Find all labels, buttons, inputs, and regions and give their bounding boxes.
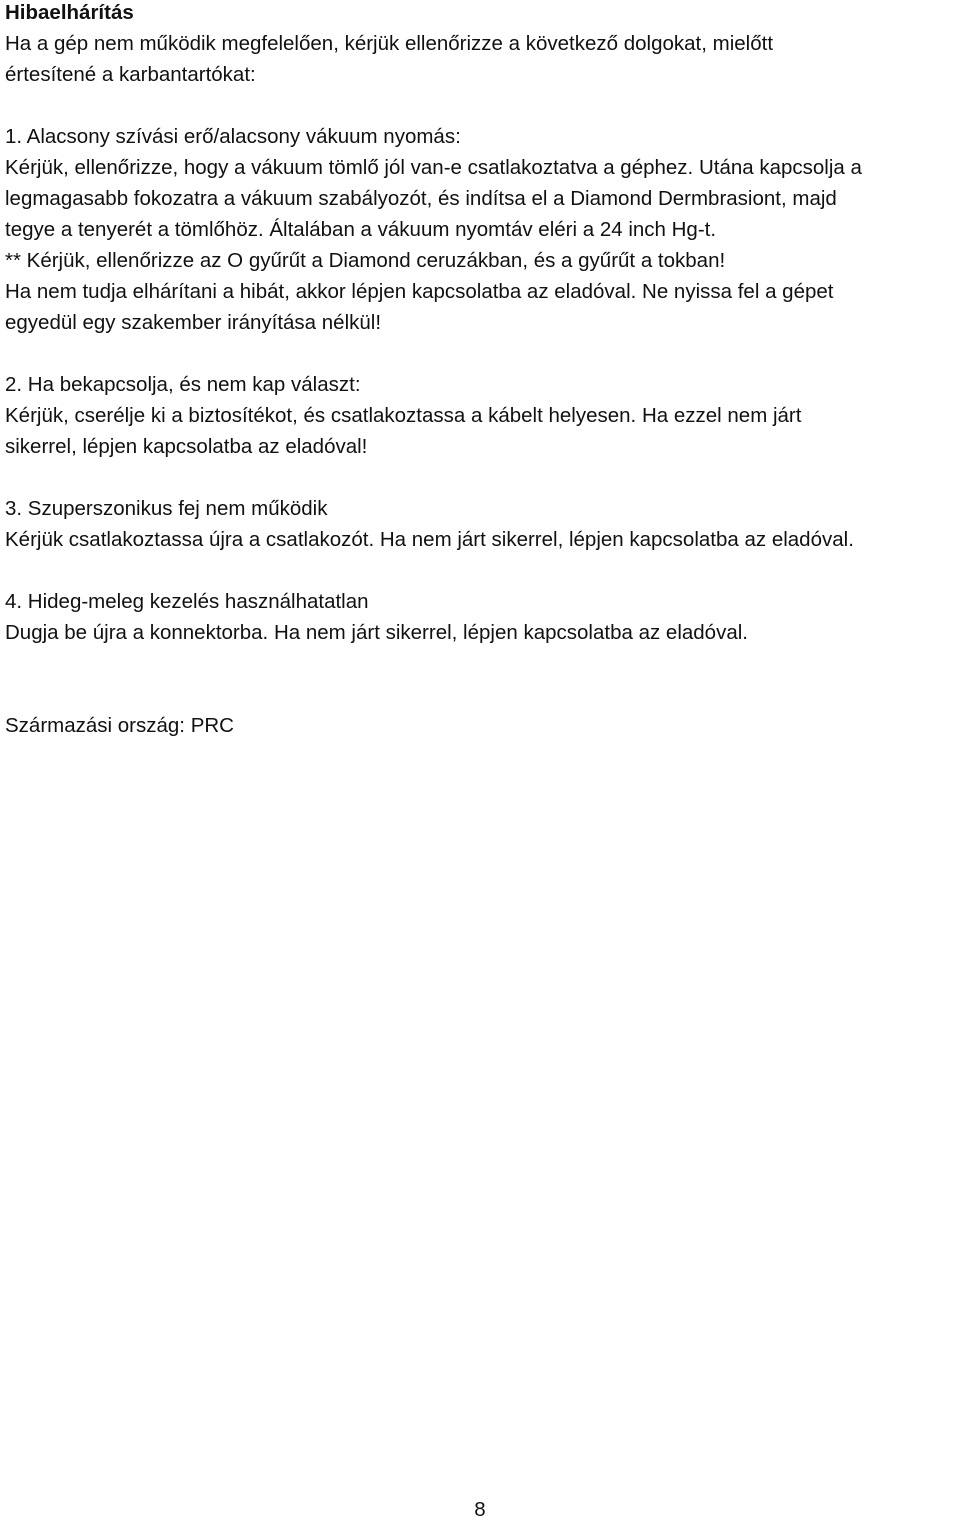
section-line: ** Kérjük, ellenőrizze az O gyűrűt a Diamond ceruzákban, és a gyűrűt a tokban! [5, 249, 726, 272]
section-line: legmagasabb fokozatra a vákuum szabályozót, és indítsa el a Diamond Dermbrasiont, majd [5, 187, 837, 210]
spacer [5, 462, 957, 493]
section-hot-cold-treatment [5, 586, 957, 648]
section-low-suction [5, 121, 957, 338]
section-heading: 3. Szuperszonikus fej nem működik [5, 497, 328, 520]
section-heading: 4. Hideg-meleg kezelés használhatatlan [5, 590, 369, 613]
spacer [5, 90, 957, 121]
intro-line: értesítené a karbantartókat: [5, 63, 256, 86]
section-line: egyedül egy szakember irányítása nélkül! [5, 311, 382, 334]
intro-line: Ha a gép nem működik megfelelően, kérjük ellenőrizze a következő dolgokat, mielőtt [5, 32, 774, 55]
section-heading: 2. Ha bekapcsolja, és nem kap választ: [5, 373, 361, 396]
section-line: Ha nem tudja elhárítani a hibát, akkor lépjen kapcsolatba az eladóval. Ne nyissa fel a gépet [5, 280, 834, 303]
spacer [5, 648, 957, 710]
section-line: Kérjük, cserélje ki a biztosítékot, és csatlakoztassa a kábelt helyesen. Ha ezzel nem járt [5, 404, 802, 427]
spacer [5, 338, 957, 369]
section-line: sikerrel, lépjen kapcsolatba az eladóval! [5, 435, 368, 458]
section-line: Dugja be újra a konnektorba. Ha nem járt sikerrel, lépjen kapcsolatba az eladóval. [5, 621, 748, 644]
page-title: Hibaelhárítás [5, 1, 134, 24]
section-no-response [5, 369, 957, 462]
section-line: Kérjük, ellenőrizze, hogy a vákuum tömlő jól van-e csatlakoztatva a géphez. Utána kapcsolja a [5, 156, 862, 179]
spacer [5, 555, 957, 586]
section-line: Kérjük csatlakoztassa újra a csatlakozót. Ha nem járt sikerrel, lépjen kapcsolatba az eladóval. [5, 528, 854, 551]
document-page [5, 0, 957, 741]
section-heading: 1. Alacsony szívási erő/alacsony vákuum nyomás: [5, 125, 461, 148]
section-line: tegye a tenyerét a tömlőhöz. Általában a vákuum nyomtáv eléri a 24 inch Hg-t. [5, 218, 717, 241]
country-of-origin: Származási ország: PRC [5, 714, 234, 737]
section-supersonic-head [5, 493, 957, 555]
page-number: 8 [474, 1498, 486, 1521]
